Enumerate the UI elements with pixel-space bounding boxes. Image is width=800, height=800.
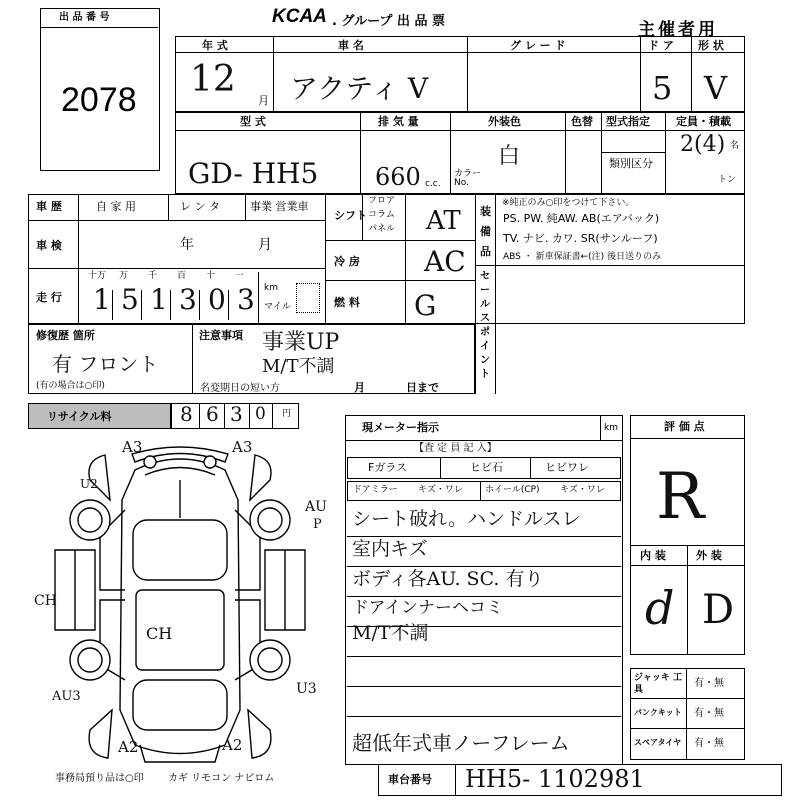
jack-yesno: 有・無 [694, 678, 724, 689]
aircon-value: AC [424, 245, 466, 278]
car-diagram [30, 440, 330, 770]
puncture-yesno: 有・無 [694, 708, 724, 719]
unit-10k: 万 [119, 271, 129, 281]
model-label: 型 式 [240, 115, 266, 128]
score-value: R [656, 460, 705, 534]
frame-note: 超低年式車ノーフレーム [352, 731, 570, 755]
mark-p: P [313, 517, 322, 532]
color-label: 外装色 [488, 115, 521, 128]
doors-value: 5 [652, 69, 673, 107]
meter-unit: km [604, 423, 618, 433]
note-line: 室内キズ [352, 538, 428, 560]
history-business: 事業 営業車 [250, 200, 309, 213]
unit-100: 百 [177, 271, 187, 281]
mark-au3: AU3 [52, 689, 81, 704]
mile-unit: マイル [264, 302, 291, 312]
mirror-damage: キズ・ワレ [418, 485, 463, 495]
year-label: 年 式 [202, 39, 228, 52]
sheet-title: . グループ 出 品 票 [332, 14, 446, 29]
recycle-digit: 3 [230, 402, 243, 426]
mark-a2-left: A2 [118, 738, 139, 756]
exterior-label: 外 装 [696, 549, 722, 562]
exterior-value: D [702, 587, 735, 633]
body-label: 形 状 [698, 39, 724, 52]
crack-label: ヒビワレ [545, 461, 589, 474]
shift-column: コラム [368, 210, 395, 220]
car-name-label: 車 名 [338, 39, 364, 52]
recycle-digit: 8 [180, 402, 193, 426]
note-line: M/T不調 [352, 622, 429, 644]
shift-panel: パネル [368, 224, 396, 234]
equipment-line1: PS. PW. 純AW. AB(エアバック) [503, 212, 660, 225]
mileage-label-text: 走 行 [36, 291, 62, 304]
lot-number-label: 出 品 番 号 [59, 12, 110, 23]
color-no-label: カラー No. [454, 169, 482, 188]
aircon-label: 冷 房 [334, 255, 360, 268]
capacity-value: 2(4) [680, 132, 726, 157]
deadline-month: 月 [354, 381, 365, 394]
mark-au: AU [305, 499, 327, 515]
shaken-year: 年 [180, 237, 194, 253]
caution-label: 注意事項 [199, 329, 243, 342]
capacity-unit: 名 [730, 141, 740, 151]
digit: 5 [121, 283, 139, 316]
equipment-label: 装 備 品 [480, 205, 491, 258]
meter-label: 現メーター指示 [362, 421, 439, 434]
note-line: ドアインナーヘコミ [352, 598, 503, 618]
km-unit: km [264, 283, 278, 293]
spare-tire-label: スペアタイヤ [634, 738, 682, 747]
mark-u2: U2 [80, 477, 98, 491]
grade-label: グ レ ー ド [510, 39, 566, 52]
caution-line1: 事業UP [262, 330, 340, 355]
wheel-damage: キズ・ワレ [560, 485, 605, 495]
unit-10: 十 [206, 271, 216, 281]
repair-value: 有 フロント [52, 352, 159, 376]
mile-checkbox [296, 283, 320, 313]
displacement-unit: c.c. [425, 179, 441, 189]
fuel-value: G [414, 289, 437, 322]
history-private: 自 家 用 [96, 200, 136, 213]
history-rental: レ ン タ [180, 200, 220, 213]
recycle-digit: 6 [206, 402, 219, 426]
unit-100k: 十万 [88, 271, 107, 281]
unit-1k: 千 [148, 271, 158, 281]
spare-yesno: 有・無 [694, 738, 724, 749]
history-label: 車 歴 [36, 200, 62, 213]
mark-ch-left: CH [34, 593, 57, 609]
office-note: 事務局預り品は○印 [55, 773, 144, 784]
recycle-label-box [28, 403, 171, 429]
digit: 1 [150, 283, 168, 316]
organizer-label: 主催者用 [638, 20, 718, 40]
mark-a3-front-right: A3 [232, 438, 253, 456]
model-value: GD- HH5 [188, 157, 319, 190]
displacement-value: 660 [375, 163, 421, 191]
mark-a3-front-left: A3 [122, 438, 143, 456]
kcaa-logo: KCAA [272, 6, 327, 27]
fuel-label: 燃 料 [334, 296, 360, 309]
mark-u3: U3 [296, 681, 317, 697]
color-change-label: 色替 [571, 115, 593, 128]
digit: 0 [208, 283, 226, 316]
lot-number: 2078 [61, 81, 137, 119]
ton-unit: トン [718, 175, 737, 185]
mark-a2-right: A2 [222, 736, 243, 754]
mark-ch-center: CH [146, 624, 173, 643]
chassis-number: HH5- 1102981 [465, 765, 645, 793]
puncture-kit-label: パンクキット [634, 708, 682, 717]
equipment-line2: TV. ナビ. カワ. SR(サンルーフ) [503, 232, 658, 245]
note-line: ボディ各AU. SC. 有り [352, 568, 544, 590]
capacity-label: 定員・積載 [676, 115, 731, 128]
chassis-label: 車台番号 [388, 773, 432, 786]
class-label: 類別区分 [609, 157, 653, 170]
spec-label: 型式指定 [606, 115, 650, 128]
deadline-label: 名変期日の短い方 [200, 383, 280, 394]
recycle-label: リサイクル料 [47, 410, 112, 423]
mirror-label: ドアミラー [353, 485, 398, 495]
deadline-day: 日まで [406, 381, 439, 394]
score-label: 評 価 点 [664, 420, 705, 433]
car-name-value: アクティ V [290, 72, 429, 105]
recycle-unit: 円 [282, 409, 292, 419]
color-value: 白 [498, 144, 521, 169]
interior-value: d [645, 581, 675, 635]
inspector-header: 【査 定 員 記 入】 [414, 443, 497, 454]
shaken-month: 月 [258, 237, 272, 253]
year-value: 12 [190, 59, 236, 100]
repair-label: 修復歴 箇所 [36, 329, 95, 342]
wheel-label: ホイール(CP) [485, 485, 540, 495]
mileage-digits [85, 272, 257, 318]
note-line: シート破れ。ハンドルスレ [352, 508, 581, 530]
month-suffix: 月 [258, 94, 269, 107]
digit: 3 [237, 283, 255, 316]
glass-label: Fガラス [368, 461, 407, 474]
recycle-digit: 0 [255, 404, 266, 424]
equipment-line3: ABS ・ 新車保証書←(注) 後日送りのみ [503, 252, 662, 262]
chip-label: ヒビ石 [470, 461, 503, 474]
digit: 3 [179, 283, 197, 316]
caution-line2: M/T不調 [262, 356, 335, 377]
repair-note: (有の場合は○印) [36, 381, 105, 391]
equipment-note: ※純正のみ○印をつけて下さい。 [502, 198, 635, 208]
shift-floor: フロア [368, 196, 396, 206]
sales-point-label: セールスポイント [480, 271, 490, 380]
lot-number-box [40, 8, 160, 171]
shaken-label: 車 検 [36, 239, 62, 252]
shift-value: AT [426, 206, 461, 236]
body-value: V [704, 69, 728, 107]
interior-label: 内 装 [640, 549, 666, 562]
doors-label: ド ア [648, 39, 674, 52]
office-items: カギ リモコン ナビロム [168, 773, 275, 784]
jack-label: ジャッキ 工 具 [634, 673, 682, 695]
displacement-label: 排 気 量 [378, 115, 419, 128]
shift-label: シフト [334, 209, 367, 222]
unit-1: 一 [235, 271, 245, 281]
digit: 1 [93, 283, 111, 316]
